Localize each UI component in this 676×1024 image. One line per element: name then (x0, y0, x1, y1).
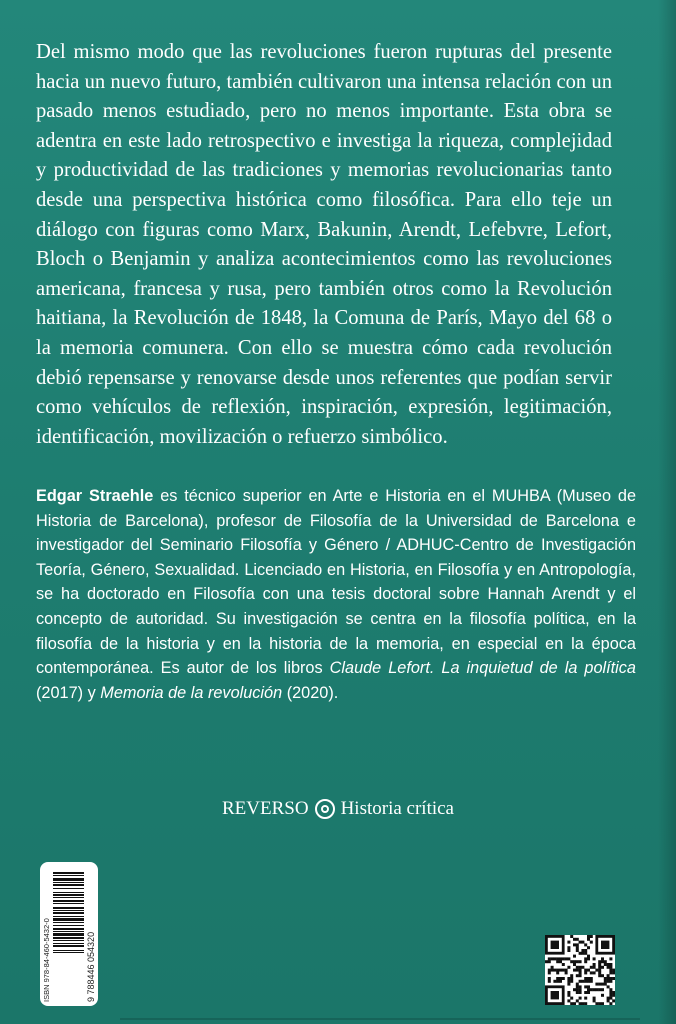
book-title-1: Claude Lefort. La inquietud de la política (329, 659, 636, 678)
publisher-imprint (0, 798, 676, 820)
collection-name: Historia crítica (340, 798, 454, 819)
bio-text-1: es técnico superior en Arte e Historia en el MUHBA (Museo de Historia de Barcelona), profesor de Filosofía de la Universidad de Barcelona e investigador del Seminario Filosofía y Género / ADHUC-Centro de Investigación Teoría, Género, Sexualidad. Licenciado en Historia, en Filosofía y en Antropología, se ha doctorado en Filosofía con una tesis doctoral sobre Hannah Arendt y el concepto de autoridad. Su investigación se centra en la filosofía política, en la filosofía de la historia y en la historia de la memoria, en especial en la época contemporánea. Es autor de los libros (36, 487, 637, 678)
barcode-number: 9 788446 054320 (86, 931, 96, 1002)
bottom-edge-line (120, 1018, 640, 1020)
qr-code (545, 935, 615, 1005)
isbn-barcode (40, 862, 98, 1006)
synopsis-paragraph: Del mismo modo que las revoluciones fueron rupturas del presente hacia un nuevo futuro, también cultivaron una intensa relación con un pasado menos estudiado, pero no menos importante. Esta obra se adentra en este lado retrospectivo e investiga la riqueza, complejidad y productividad de las tradiciones y memorias revolucionarias tanto desde una perspectiva histórica como filosófica. Para ello teje un diálogo con figuras como Marx, Bakunin, Arendt, Lefebvre, Lefort, Bloch o Benjamin y analiza acontecimientos como las revoluciones americana, francesa y rusa, pero también otros como la Revolución haitiana, la Revolución de 1848, la Comuna de París, Mayo del 68 o la memoria comunera. Con ello se muestra cómo cada revolución debió repensarse y renovarse desde unos referentes que podían servir como vehículos de reflexión, inspiración, expresión, legitimación, identificación, movilización o refuerzo simbólico. (36, 41, 612, 448)
book-title-2: Memoria de la revolución (100, 683, 283, 702)
bio-text-2: (2017) y (36, 683, 101, 702)
barcode-graphic (40, 862, 98, 1006)
publisher-logo-icon (315, 799, 335, 819)
author-bio (36, 484, 636, 705)
cover-edge-shadow (658, 0, 676, 1024)
bio-text-3: (2020). (282, 683, 339, 702)
publisher-name: REVERSO (221, 798, 309, 819)
isbn-label: ISBN 978-84-460-5432-0 (42, 918, 51, 1002)
author-name: Edgar Straehle (36, 487, 154, 505)
